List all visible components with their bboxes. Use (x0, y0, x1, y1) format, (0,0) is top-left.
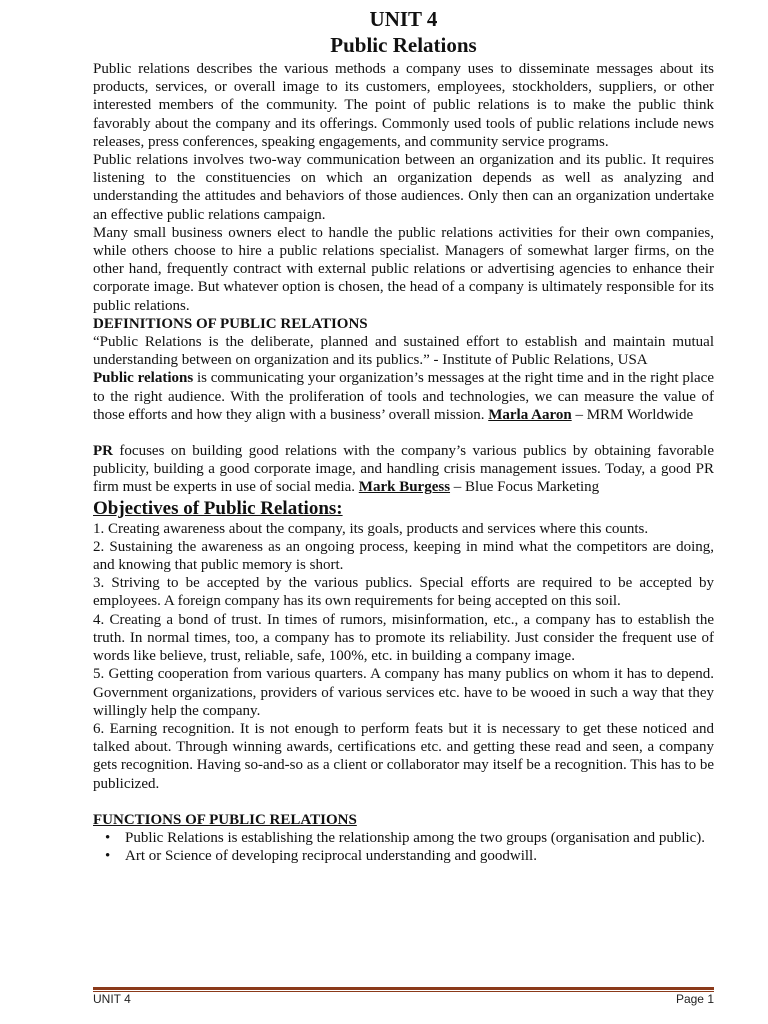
definition-2-text: is communicating your organization’s messages at the right time and in the right place to the right audience. With the proliferation of tools and technologies, we can measure the value of those efforts and how they align with a business’ overall mission. (93, 370, 714, 423)
unit-title: UNIT 4 (369, 7, 438, 31)
objective-item: 4. Creating a bond of trust. In times of rumors, misinformation, etc., a company has to establish the truth. In normal times, too, a company has to promote its reliability. Just consider the frequent use of words like believe, trust, reliable, safe, 100%, etc. in building a company image. (93, 611, 714, 665)
definitions-heading: DEFINITIONS OF PUBLIC RELATIONS (93, 315, 368, 332)
objective-item: 1. Creating awareness about the company, its goals, products and services where this counts. (93, 520, 649, 537)
footer-page-number: Page 1 (675, 992, 714, 1006)
footer-rule (93, 987, 714, 990)
page-title: Public Relations (330, 33, 477, 57)
intro-paragraph-2: Public relations involves two-way communication between an organization and its public. It requires listening to the constituencies on which an organization depends as well as analyzing and understanding the attitudes and behaviors of those audiences. Only then can an organization undertake an effective public relations campaign. (93, 152, 714, 223)
intro-paragraph-1: Public relations describes the various methods a company uses to disseminate messages about its products, services, or overall image to its customers, employees, stockholders, suppliers, or other interested members of the community. The point of public relations is to make the public think favorably about the company and its offerings. Commonly used tools of public relations include news releases, press conferences, speaking engagements, and community service programs. (93, 61, 714, 150)
definition-3-source: – Blue Focus Marketing (450, 479, 600, 496)
functions-list (93, 829, 714, 865)
definition-3 (93, 442, 714, 497)
list-item (105, 847, 714, 865)
objective-item: 5. Getting cooperation from various quarters. A company has many publics on whom it has to depend. Government organizations, providers of various services etc. have to be wooed in such a way that they willingly help the company. (93, 666, 714, 719)
definition-3-term: PR (93, 443, 113, 460)
definition-2 (93, 369, 714, 424)
objectives-heading: Objectives of Public Relations: (93, 497, 343, 519)
spacer (93, 424, 714, 442)
objective-item: 3. Striving to be accepted by the various publics. Special efforts are required to be accepted by employees. A foreign company has its own requirements for being accepted on this soil. (93, 575, 714, 610)
document-page (93, 6, 714, 865)
bullet-icon: • (105, 829, 111, 846)
bullet-icon: • (105, 848, 111, 865)
list-item (105, 829, 714, 847)
intro-paragraph-3: Many small business owners elect to handle the public relations activities for their own companies, while others choose to hire a public relations specialist. Managers of somewhat larger firms, on the other hand, frequently contract with external public relations or advertising agencies to enhance their corporate image. But whatever option is chosen, the head of a company is ultimately responsible for its public relations. (93, 224, 714, 314)
definition-3-text: focuses on building good relations with the company’s various publics by obtaining favorable publicity, building a good corporate image, and handling crisis management issues. Today, a good PR firm must be experts in use of social media. (93, 443, 714, 496)
definition-3-author: Mark Burgess (358, 479, 451, 496)
definition-2-term: Public relations (93, 370, 194, 387)
definition-2-author: Marla Aaron (488, 406, 572, 423)
spacer (93, 793, 714, 811)
footer-unit: UNIT 4 (93, 992, 131, 1006)
functions-heading: FUNCTIONS OF PUBLIC RELATIONS (93, 811, 357, 828)
objective-item: 6. Earning recognition. It is not enough to perform feats but it is necessary to get these noticed and talked about. Through winning awards, certifications etc. and getting these read and seen, a company gets recognition. Having so-and-so as a client or collaborator may itself be a recognition. This has to be publicized. (93, 720, 714, 792)
function-text: Public Relations is establishing the relationship among the two groups (organisation and public). (125, 829, 706, 846)
function-text: Art or Science of developing reciprocal understanding and goodwill. (125, 848, 537, 865)
definition-quote: “Public Relations is the deliberate, planned and sustained effort to establish and maintain mutual understanding between on organization and its publics.” - Institute of Public Relations, USA (93, 334, 714, 369)
footer-rule-thin (93, 991, 714, 992)
objective-item: 2. Sustaining the awareness as an ongoing process, keeping in mind what the competitors are doing, and knowing that public memory is short. (93, 538, 714, 574)
definition-2-source: – MRM Worldwide (571, 406, 694, 423)
